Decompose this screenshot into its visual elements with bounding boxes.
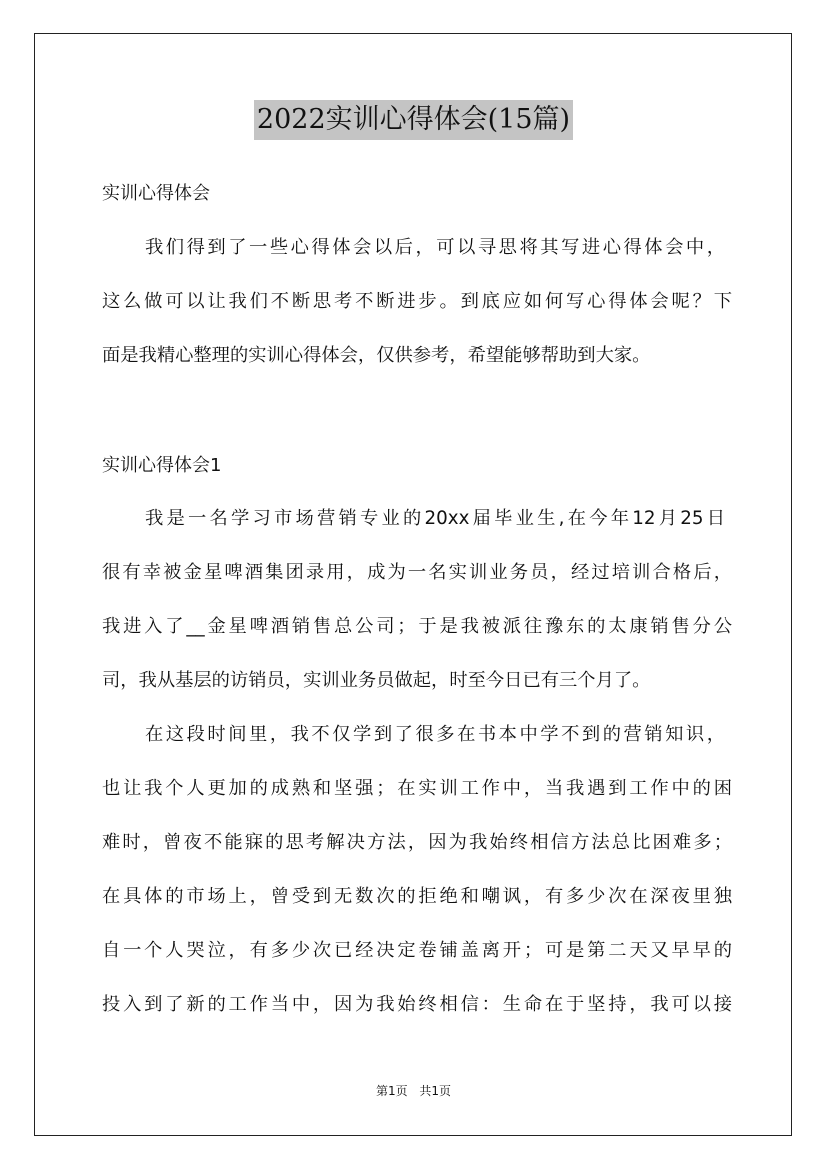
section-heading: 实训心得体会	[102, 183, 210, 204]
paragraph-line: 很有幸被金星啤酒集团录用，成为一名实训业务员，经过培训合格后，	[102, 562, 732, 583]
paragraph-line: 在具体的市场上，曾受到无数次的拒绝和嘲讽，有多少次在深夜里独	[102, 886, 732, 907]
document-title: 2022实训心得体会(15篇)	[254, 100, 573, 140]
intro-line: 这么做可以让我们不断思考不断进步。到底应如何写心得体会呢？下	[102, 291, 732, 312]
paragraph-line: 自一个人哭泣，有多少次已经决定卷铺盖离开；可是第二天又早早的	[102, 940, 732, 961]
paragraph-line: 投入到了新的工作当中，因为我始终相信：生命在于坚持，我可以接	[102, 994, 732, 1015]
paragraph-line: 我是一名学习市场营销专业的20xx届毕业生,在今年12月25日	[145, 508, 725, 529]
subsection-heading: 实训心得体会1	[102, 455, 222, 476]
title-container	[0, 100, 827, 140]
paragraph-line: 也让我个人更加的成熟和坚强；在实训工作中，当我遇到工作中的困	[102, 778, 732, 799]
paragraph-line: 难时，曾夜不能寐的思考解决方法，因为我始终相信方法总比困难多；	[102, 832, 732, 853]
paragraph-line: 司，我从基层的访销员，实训业务员做起，时至今日已有三个月了。	[102, 670, 651, 691]
paragraph-line: 我进入了__金星啤酒销售总公司；于是我被派往豫东的太康销售分公	[102, 616, 732, 637]
intro-line: 面是我精心整理的实训心得体会，仅供参考，希望能够帮助到大家。	[102, 345, 651, 366]
page-total: 共1页	[419, 1084, 452, 1098]
intro-line: 我们得到了一些心得体会以后，可以寻思将其写进心得体会中，	[145, 237, 725, 258]
page-number: 第1页	[375, 1084, 408, 1098]
page-footer	[0, 1082, 827, 1100]
paragraph-line: 在这段时间里，我不仅学到了很多在书本中学不到的营销知识，	[145, 724, 725, 745]
